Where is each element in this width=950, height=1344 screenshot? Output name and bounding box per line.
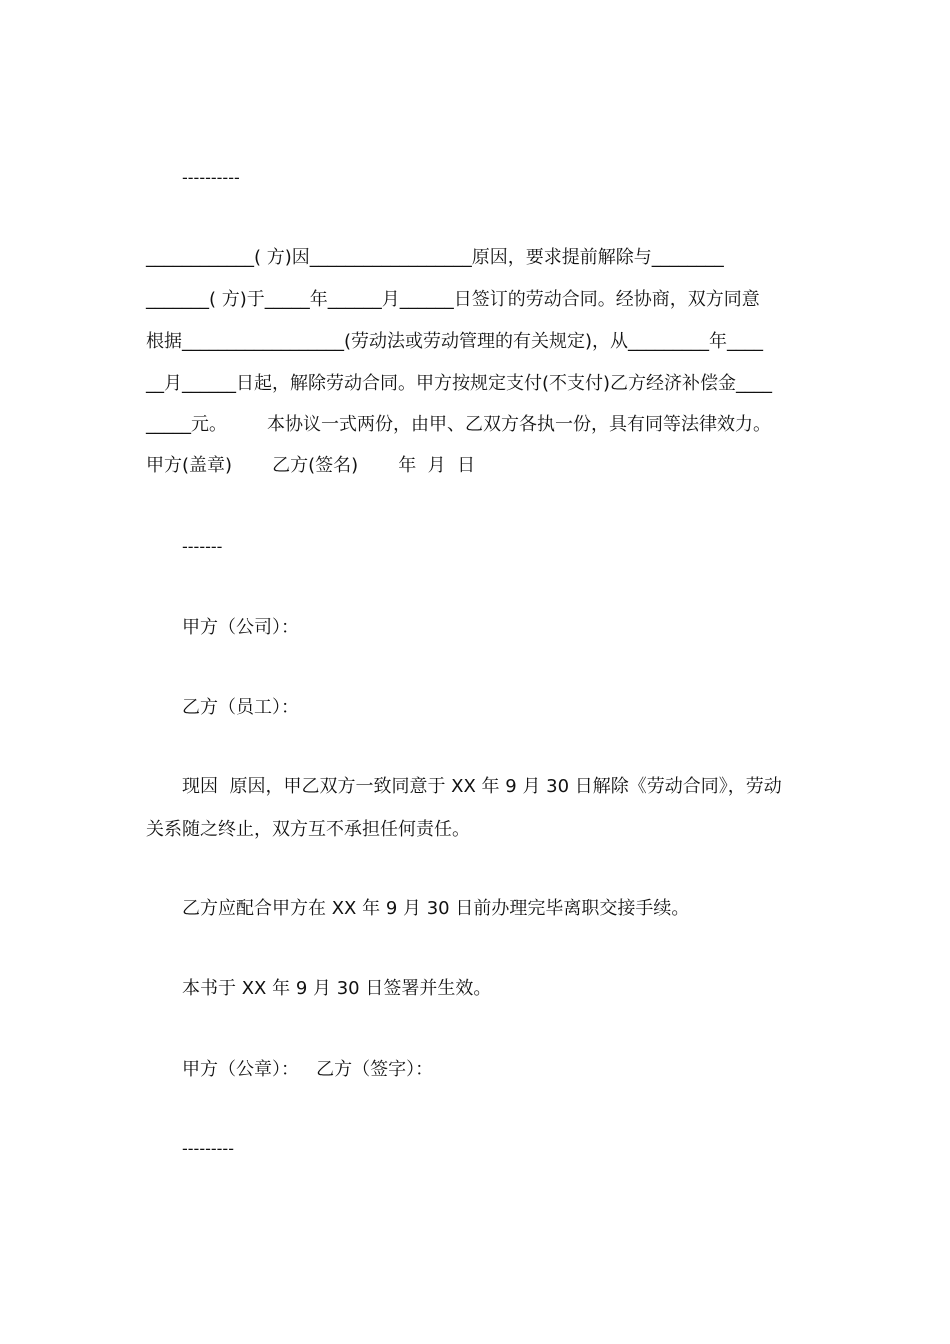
effective-date-paragraph: 本书于 XX 年 9 月 30 日签署并生效。 (182, 978, 492, 999)
separator-line: --------- (182, 1139, 234, 1158)
separator-line: ---------- (182, 168, 240, 187)
handover-paragraph: 乙方应配合甲方在 XX 年 9 月 30 日前办理完毕离职交接手续。 (182, 898, 690, 919)
agreement-one-line-5: _____元。 本协议一式两份，由甲、乙双方各执一份，具有同等法律效力。 (146, 414, 772, 435)
termination-paragraph-line-2: 关系随之终止，双方互不承担任何责任。 (146, 819, 470, 840)
party-a-label: 甲方（公司）： (182, 617, 299, 638)
party-b-label: 乙方（员工）： (182, 697, 299, 718)
agreement-one-line-4: __月______日起，解除劳动合同。甲方按规定支付(不支付)乙方经济补偿金____ (146, 373, 773, 394)
termination-paragraph-line-1: 现因 原因，甲乙双方一致同意于 XX 年 9 月 30 日解除《劳动合同》，劳动 (182, 776, 782, 797)
agreement-one-line-1: ____________( 方)因__________________原因，要求提前解除与________ (146, 247, 724, 268)
separator-line: ------- (182, 537, 223, 556)
signature-line: 甲方（公章）： 乙方（签字）： (182, 1059, 434, 1080)
agreement-one-line-2: _______( 方)于_____年______月______日签订的劳动合同。经协商，双方同意 (146, 289, 760, 310)
agreement-one-line-3: 根据__________________(劳动法或劳动管理的有关规定)，从_________年____ (146, 331, 764, 352)
agreement-one-signature-line: 甲方(盖章) 乙方(签名) 年 月 日 (146, 455, 476, 476)
